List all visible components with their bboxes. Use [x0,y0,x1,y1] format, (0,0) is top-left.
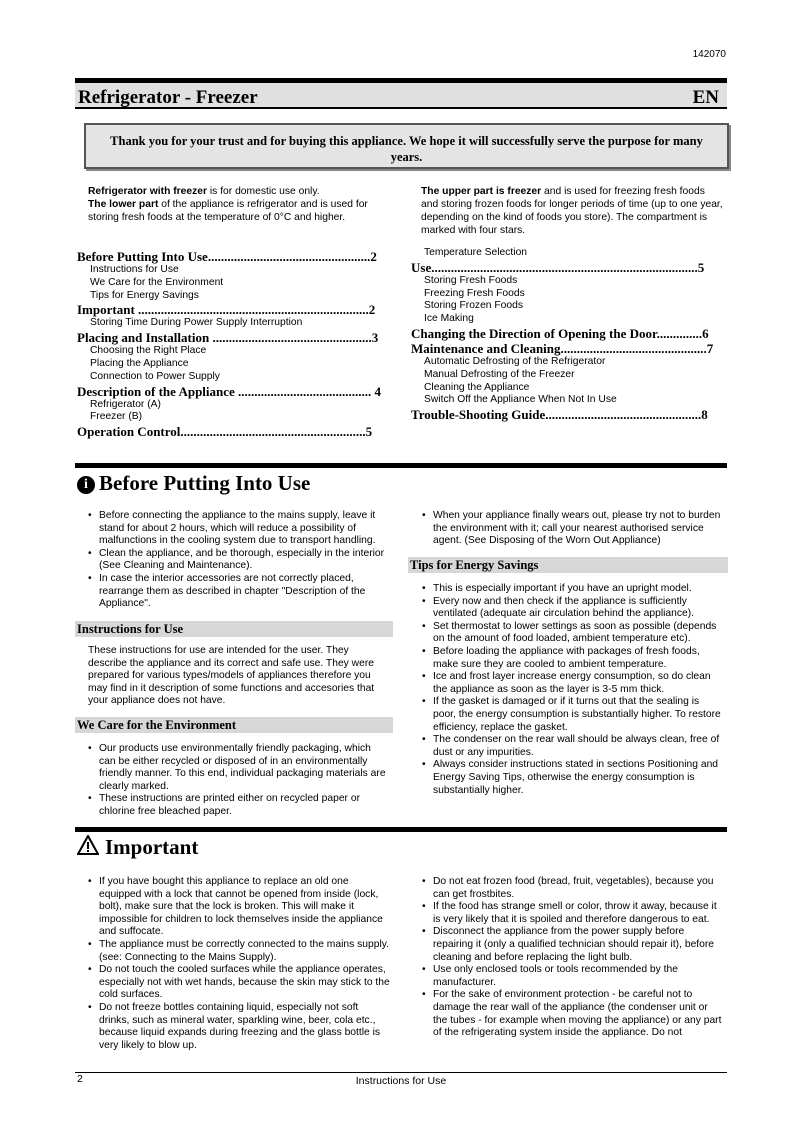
toc-subitem: Placing the Appliance [90,357,189,369]
toc-subitem: Cleaning the Appliance [424,381,530,393]
toc-heading: Important .......................................................................2 [77,302,376,318]
warning-icon [77,835,99,855]
bullet-list [422,876,724,1040]
bullet-list [88,510,390,611]
list-item: • Do not freeze bottles containing liquid, especially not soft drinks, such as mineral water, sparkling wine, beer, cola etc., because liquid expands during freezing and the glass bottle is very likely to blow up. [88,1002,390,1052]
list-item: • For the sake of environment protection - be careful not to damage the rear wall of the appliance (the condenser unit or the tubes - for example when moving the appliance) or any part of the refrigerating system inside the appliance. Do not [422,989,724,1039]
toc-subitem: Switch Off the Appliance When Not In Use [424,394,617,406]
energy-list [422,583,724,797]
list-item: • These instructions are printed either on recycled paper or chlorine free bleached paper. [88,793,390,818]
important-right-column [422,876,724,1040]
list-item: • The condenser on the rear wall should be always clean, free of dust or any impurities. [422,734,724,759]
list-item: • If you have bought this appliance to replace an old one equipped with a lock that cannot be opened from inside (lock, bolt), make sure that the lock is broken. This will make it impossible for children to lock themselves inside the appliance and suffocate. [88,876,390,939]
subheading-environment: We Care for the Environment [75,717,393,733]
before-use-left-column [88,510,390,611]
subheading-instructions: Instructions for Use [75,621,393,637]
toc-subitem: Freezer (B) [90,411,143,423]
document-number: 142070 [692,49,726,60]
list-item: • If the gasket is damaged or if it turns out that the sealing is poor, the energy consumption is substantially higher. To restore efficiency, replace the gasket. [422,696,724,734]
toc-subitem: Storing Time During Power Supply Interruption [90,317,303,329]
toc-subitem: Refrigerator (A) [90,398,161,410]
list-item: • In case the interior accessories are not correctly placed, rearrange them as described in chapter "Description of the Appliance". [88,573,390,611]
section-title-important [77,835,198,860]
toc-heading: Trouble-Shooting Guide................................................8 [411,407,708,423]
table-of-contents-right [411,247,725,422]
toc-subitem: Choosing the Right Place [90,345,207,357]
list-item: • Always consider instructions stated in sections Positioning and Energy Saving Tips, otherwise the energy consumption is substantially higher. [422,759,724,797]
thank-you-box: Thank you for your trust and for buying this appliance. We hope it will successfully serve the purpose for many years. [84,123,729,169]
bullet-list [88,876,390,1052]
toc-subitem: Manual Defrosting of the Freezer [424,368,575,380]
intro-text: of the appliance is refrigerator and is used for storing fresh foods at the temperature of 0°C and higher. [88,199,368,223]
toc-heading: Placing and Installation .................................................3 [77,330,379,346]
intro-right [421,185,723,237]
language-code: EN [692,87,719,108]
table-of-contents-left [77,249,390,439]
toc-heading: Maintenance and Cleaning.............................................7 [411,340,714,356]
bullet-list [88,743,390,819]
list-item: • Clean the appliance, and be thorough, especially in the interior (See Cleaning and Maintenance). [88,548,390,573]
toc-subitem: Storing Frozen Foods [424,300,524,312]
toc-subitem: Automatic Defrosting of the Refrigerator [424,355,606,367]
toc-heading: Use..................................................................................5 [411,259,705,275]
environment-list [88,743,390,819]
important-left-column [88,876,390,1052]
toc-heading: Before Putting Into Use..................................................2 [77,249,377,264]
intro-left [88,185,388,224]
list-item: • Before loading the appliance with packages of fresh foods, make sure they are cooled to ambient temperature. [422,646,724,671]
intro-text: and is used for freezing fresh foods and storing frozen foods for longer periods of time (up to one year, depending on the kind of foods you store). The compartment is marked with four stars. [421,186,723,236]
toc-subitem: Connection to Power Supply [90,370,220,382]
toc-subitem: Freezing Fresh Foods [424,287,525,299]
list-item: • Use only enclosed tools or tools recommended by the manufacturer. [422,964,724,989]
instructions-paragraph: These instructions for use are intended for the user. They describe the appliance and its correct and safe use. They were prepared for various types/models of appliances therefore you may find in it description of some functions and accesories that your appliance does not have. [88,645,375,707]
intro-bold: The lower part [88,199,159,210]
list-item: • Disconnect the appliance from the power supply before repairing it (only a qualified technician should repair it), before cleaning and before replacing the light bulb. [422,926,724,964]
info-icon: i [77,476,95,494]
section-title-before-use [77,471,310,496]
list-item: • The appliance must be correctly connected to the mains supply. (see: Connecting to the Mains Supply). [88,939,390,964]
title-bar [75,78,727,109]
toc-subitem: Tips for Energy Savings [90,289,199,301]
section-divider [75,463,727,468]
toc-heading: Operation Control.........................................................5 [77,424,373,440]
toc-subitem: Temperature Selection [424,247,528,258]
list-item: • When your appliance finally wears out, please try not to burden the environment with it; call your nearest authorised service agent. (See Disposing of the Worn Out Appliance) [422,510,724,548]
footer-text: Instructions for Use [355,1075,447,1087]
footer-rule [75,1072,727,1073]
intro-text: is for domestic use only. [207,186,320,197]
toc-subitem: We Care for the Environment [90,276,224,288]
list-item: • Set thermostat to lower settings as soon as possible (depends on the amount of food loaded, ambient temperature etc). [422,621,724,646]
section-title-text: Before Putting Into Use [99,471,311,495]
list-item: • Our products use environmentally friendly packaging, which can be either recycled or disposed of in an environmentally friendly manner. To this end, individual packaging materials are clearly marked. [88,743,390,793]
intro-bold: Refrigerator with freezer [88,186,208,197]
section-divider [75,827,727,832]
list-item: • Every now and then check if the appliance is sufficiently ventilated (adequate air circulation behind the appliance). [422,596,724,621]
list-item: • If the food has strange smell or color, throw it away, because it is very likely that it is spoiled and therefore dangerous to eat. [422,901,724,926]
intro-bold: The upper part is freezer [421,186,542,197]
toc-subitem: Storing Fresh Foods [424,274,518,286]
page-number: 2 [77,1073,83,1085]
toc-subitem: Instructions for Use [90,264,179,275]
before-use-right-column [422,510,724,548]
bullet-list [422,510,724,548]
page-title: Refrigerator - Freezer [78,87,258,108]
list-item: • Ice and frost layer increase energy consumption, so do clean the appliance as soon as the layer is 3-5 mm thick. [422,671,724,696]
bullet-list [422,583,724,797]
toc-heading: Changing the Direction of Opening the Door..............6 [411,325,709,341]
toc-subitem: Ice Making [424,313,474,325]
list-item: • This is especially important if you have an upright model. [422,583,724,596]
list-item: • Do not eat frozen food (bread, fruit, vegetables), because you can get frostbites. [422,876,724,901]
toc-heading: Description of the Appliance ......................................... 4 [77,383,382,399]
section-title-text: Important [105,835,199,859]
subheading-energy: Tips for Energy Savings [408,557,728,573]
list-item: • Do not touch the cooled surfaces while the appliance operates, especially not with wet hands, because the skin may stick to the cold surfaces. [88,964,390,1002]
list-item: • Before connecting the appliance to the mains supply, leave it stand for about 2 hours, which will reduce a possibility of malfunctions in the cooling system due to transport handling. [88,510,390,548]
